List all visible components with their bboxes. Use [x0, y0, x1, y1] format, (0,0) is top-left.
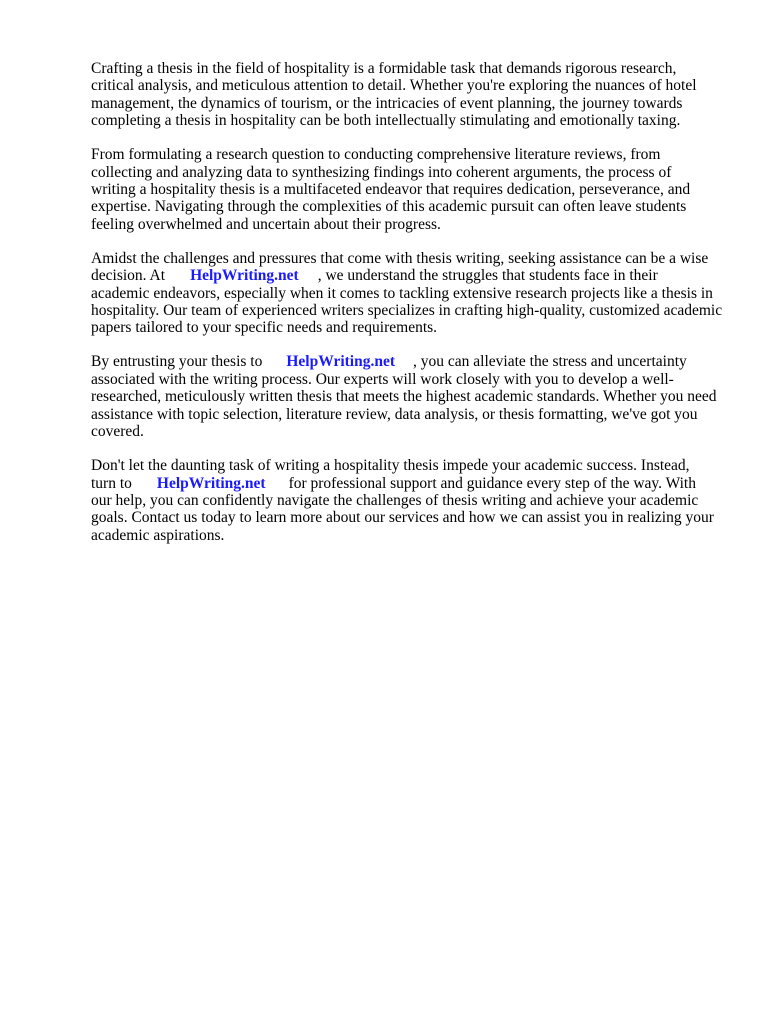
text-segment: turn to	[91, 474, 132, 492]
text-line: assistance with topic selection, literature review, data analysis, or thesis formatting, we've got you	[91, 405, 698, 423]
text-line-with-link	[91, 353, 731, 370]
text-line: our help, you can confidently navigate the challenges of thesis writing and achieve your academic	[91, 491, 699, 509]
paragraph-2	[91, 146, 731, 233]
text-line: Crafting a thesis in the field of hospitality is a formidable task that demands rigorous research,	[91, 60, 677, 77]
paragraph-4	[91, 353, 731, 440]
text-line: researched, meticulously written thesis that meets the highest academic standards. Whether you need	[91, 388, 717, 406]
text-segment: for professional support and guidance every step of the way. With	[288, 474, 696, 492]
text-line: From formulating a research question to conducting comprehensive literature reviews, from	[91, 146, 661, 164]
paragraph-5	[91, 457, 731, 544]
text-line: feeling overwhelmed and uncertain about their progress.	[91, 215, 441, 233]
text-segment: , we understand the struggles that students face in their	[317, 267, 658, 285]
text-line: completing a thesis in hospitality can be both intellectually stimulating and emotionally taxing.	[91, 112, 681, 130]
text-segment: decision. At	[91, 267, 166, 285]
text-segment: , you can alleviate the stress and uncertainty	[413, 353, 687, 371]
text-line: Don't let the daunting task of writing a hospitality thesis impede your academic success. Instead,	[91, 457, 690, 475]
paragraph-1	[91, 60, 731, 130]
text-line: associated with the writing process. Our experts will work closely with you to develop a well-	[91, 370, 674, 388]
helpwriting-link[interactable]: HelpWriting.net	[190, 267, 299, 285]
text-line: papers tailored to your specific needs and requirements.	[91, 319, 438, 337]
text-line: academic aspirations.	[91, 526, 225, 544]
text-line: critical analysis, and meticulous attention to detail. Whether you're exploring the nuances of hotel	[91, 77, 697, 95]
text-line: covered.	[91, 423, 144, 441]
text-line-with-link	[91, 475, 731, 492]
text-line: management, the dynamics of tourism, or the intricacies of event planning, the journey towards	[91, 94, 683, 112]
document-body	[91, 60, 731, 561]
helpwriting-link[interactable]: HelpWriting.net	[156, 474, 266, 492]
text-line: collecting and analyzing data to synthesizing findings into coherent arguments, the process of	[91, 163, 672, 181]
text-segment: By entrusting your thesis to	[91, 353, 263, 371]
text-line: writing a hospitality thesis is a multifaceted endeavor that requires dedication, perseverance, and	[91, 181, 691, 199]
text-line: expertise. Navigating through the complexities of this academic pursuit can often leave students	[91, 198, 687, 216]
text-line: academic endeavors, especially when it comes to tackling extensive research projects like a thesis in	[91, 284, 713, 302]
paragraph-3	[91, 250, 731, 337]
text-line-with-link	[91, 267, 731, 284]
text-line: Amidst the challenges and pressures that come with thesis writing, seeking assistance can be a wise	[91, 249, 709, 267]
helpwriting-link[interactable]: HelpWriting.net	[286, 353, 396, 371]
text-line: hospitality. Our team of experienced writers specializes in crafting high-quality, customized academic	[91, 302, 723, 320]
text-line: goals. Contact us today to learn more about our services and how we can assist you in realizing your	[91, 509, 714, 527]
